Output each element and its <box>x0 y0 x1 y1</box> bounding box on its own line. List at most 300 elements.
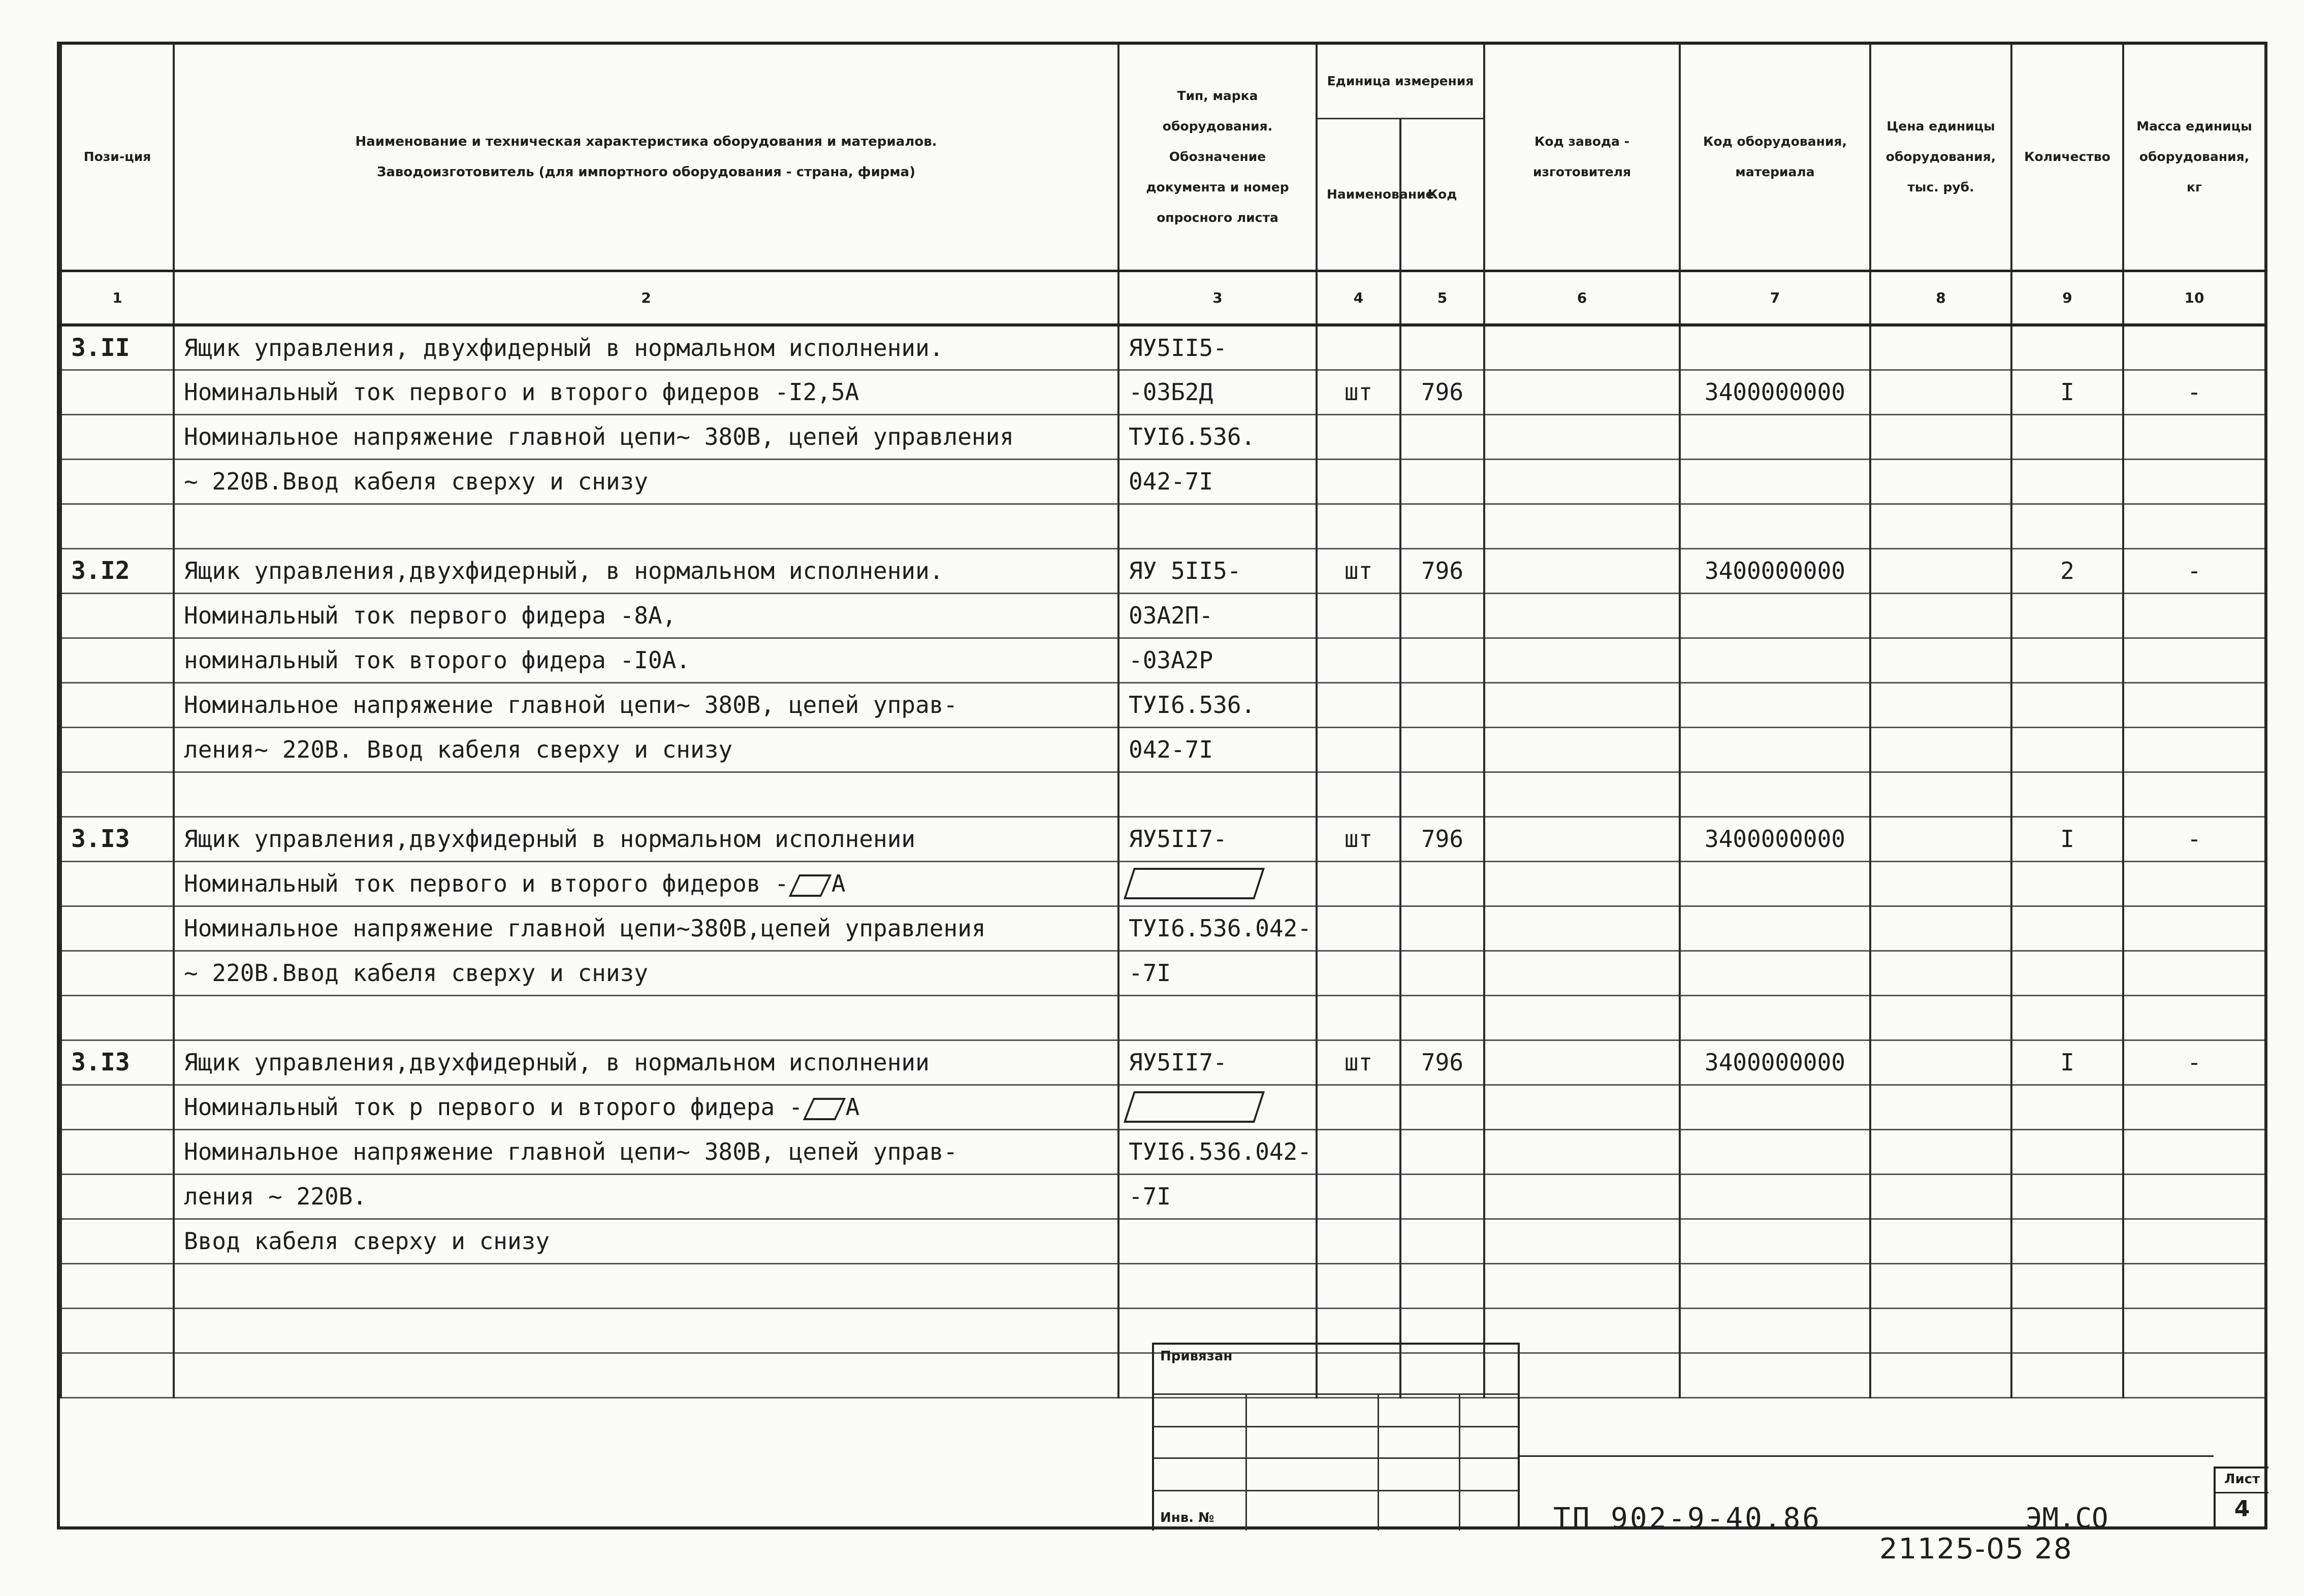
blank-type-box <box>1124 868 1265 899</box>
type-cell: ЯУ5II5- <box>1118 325 1317 370</box>
table-row <box>61 951 2265 995</box>
header-quantity: Количество <box>2011 45 2123 271</box>
table-row <box>61 1040 2265 1085</box>
factory-code-cell <box>1484 1174 1680 1219</box>
unit-code-cell <box>1400 1129 1484 1174</box>
position-cell <box>61 861 174 906</box>
table-row <box>61 325 2265 370</box>
equipment-code-cell: 3400000000 <box>1680 548 1870 593</box>
equipment-code-cell <box>1680 1308 1870 1353</box>
position-cell <box>61 1085 174 1129</box>
quantity-cell <box>2011 1353 2123 1397</box>
table-row <box>61 459 2265 504</box>
name-text: Ящик управления, двухфидерный в нормальном исполнении. <box>184 334 944 362</box>
price-cell <box>1870 593 2011 638</box>
position-cell <box>61 682 174 727</box>
name-cell <box>174 995 1118 1040</box>
quantity-cell <box>2011 1263 2123 1308</box>
unit-code-cell <box>1400 995 1484 1040</box>
table-row <box>61 682 2265 727</box>
name-text: Номинальный ток первого фидера -8А, <box>184 602 677 629</box>
column-number: 10 <box>2123 271 2265 325</box>
quantity-cell <box>2011 682 2123 727</box>
blank-value-box <box>803 1098 846 1120</box>
table-row <box>61 995 2265 1040</box>
quantity-cell: 2 <box>2011 548 2123 593</box>
unit-name-cell <box>1317 727 1400 772</box>
factory-code-cell <box>1484 593 1680 638</box>
column-number: 7 <box>1680 271 1870 325</box>
type-cell <box>1118 772 1317 817</box>
position-cell <box>61 772 174 817</box>
equipment-code-cell <box>1680 727 1870 772</box>
factory-code-cell <box>1484 727 1680 772</box>
unit-name-cell <box>1317 1129 1400 1174</box>
unit-code-cell <box>1400 459 1484 504</box>
name-text: Номинальный ток первого и второго фидеров - <box>184 870 789 897</box>
blank-type-box <box>1124 1091 1265 1123</box>
table-row <box>61 1219 2265 1263</box>
name-text: Номинальное напряжение главной цепи~ 380В, цепей управления <box>184 423 1014 450</box>
unit-name-cell <box>1317 459 1400 504</box>
column-number: 4 <box>1317 271 1400 325</box>
mass-cell <box>2123 593 2265 638</box>
quantity-cell <box>2011 1129 2123 1174</box>
position-cell: 3.I2 <box>61 548 174 593</box>
name-cell <box>174 593 1118 638</box>
factory-code-cell <box>1484 906 1680 951</box>
factory-code-cell <box>1484 325 1680 370</box>
quantity-cell <box>2011 861 2123 906</box>
name-text: Номинальное напряжение главной цепи~380В,цепей управления <box>184 915 986 942</box>
column-number: 2 <box>174 271 1118 325</box>
factory-code-cell <box>1484 861 1680 906</box>
header-unit: Единица измерения <box>1317 45 1484 118</box>
column-numbers-row <box>61 271 2265 325</box>
name-cell <box>174 1263 1118 1308</box>
price-cell <box>1870 1219 2011 1263</box>
drawing-sheet <box>57 42 2267 1535</box>
header-equipment-code: Код оборудования, материала <box>1680 45 1870 271</box>
name-text: Номинальное напряжение главной цепи~ 380В, цепей управ- <box>184 1138 958 1165</box>
unit-code-cell <box>1400 727 1484 772</box>
unit-name-cell <box>1317 906 1400 951</box>
position-cell <box>61 951 174 995</box>
mass-cell <box>2123 1219 2265 1263</box>
equipment-code-cell <box>1680 459 1870 504</box>
header-position: Пози-ция <box>61 45 174 271</box>
quantity-cell <box>2011 1308 2123 1353</box>
table-row <box>61 1085 2265 1129</box>
unit-code-cell <box>1400 1085 1484 1129</box>
quantity-cell <box>2011 325 2123 370</box>
unit-code-cell: 796 <box>1400 817 1484 861</box>
mass-cell: - <box>2123 1040 2265 1085</box>
factory-code-cell <box>1484 682 1680 727</box>
name-cell <box>174 1308 1118 1353</box>
price-cell <box>1870 1040 2011 1085</box>
factory-code-cell <box>1484 951 1680 995</box>
name-text: Ящик управления,двухфидерный, в нормальном исполнении <box>184 1049 930 1076</box>
factory-code-cell <box>1484 638 1680 682</box>
name-text: Ввод кабеля сверху и снизу <box>184 1227 550 1255</box>
name-text: ~ 220В.Ввод кабеля сверху и снизу <box>184 959 648 987</box>
equipment-code-cell: 3400000000 <box>1680 1040 1870 1085</box>
position-cell <box>61 414 174 459</box>
unit-name-cell: шт <box>1317 1040 1400 1085</box>
unit-name-cell <box>1317 682 1400 727</box>
unit-suffix: А <box>831 870 846 897</box>
position-cell <box>61 906 174 951</box>
equipment-code-cell <box>1680 682 1870 727</box>
name-cell <box>174 459 1118 504</box>
name-cell <box>174 1174 1118 1219</box>
unit-code-cell <box>1400 638 1484 682</box>
quantity-cell <box>2011 504 2123 548</box>
table-row <box>61 370 2265 414</box>
type-cell <box>1118 995 1317 1040</box>
mass-cell <box>2123 951 2265 995</box>
name-cell <box>174 727 1118 772</box>
type-cell: ТУI6.536. <box>1118 414 1317 459</box>
unit-name-cell <box>1317 414 1400 459</box>
blank-value-box <box>789 874 832 897</box>
price-cell <box>1870 1129 2011 1174</box>
type-cell: ТУI6.536. <box>1118 682 1317 727</box>
factory-code-cell <box>1484 459 1680 504</box>
name-text: Номинальный ток р первого и второго фидера - <box>184 1093 803 1121</box>
unit-code-cell: 796 <box>1400 370 1484 414</box>
document-code: ТП 902-9-40.86 <box>1553 1502 1822 1535</box>
price-cell <box>1870 459 2011 504</box>
price-cell <box>1870 548 2011 593</box>
equipment-code-cell <box>1680 1174 1870 1219</box>
unit-name-cell <box>1317 504 1400 548</box>
inventory-number: 21125-05 28 <box>1879 1533 2073 1566</box>
table-row <box>61 548 2265 593</box>
position-cell <box>61 1219 174 1263</box>
quantity-cell <box>2011 1085 2123 1129</box>
name-text: ления~ 220В. Ввод кабеля сверху и снизу <box>184 736 733 763</box>
specification-table <box>60 45 2266 1398</box>
position-cell <box>61 370 174 414</box>
mass-cell <box>2123 504 2265 548</box>
position-cell <box>61 995 174 1040</box>
quantity-cell <box>2011 995 2123 1040</box>
unit-code-cell <box>1400 325 1484 370</box>
name-cell <box>174 1040 1118 1085</box>
name-cell <box>174 370 1118 414</box>
equipment-code-cell <box>1680 325 1870 370</box>
mass-cell <box>2123 459 2265 504</box>
type-cell <box>1118 861 1317 906</box>
mass-cell <box>2123 1353 2265 1397</box>
equipment-code-cell <box>1680 1085 1870 1129</box>
table-row <box>61 414 2265 459</box>
bound-label: Привязан <box>1160 1349 1233 1364</box>
type-cell: 03А2П- <box>1118 593 1317 638</box>
mass-cell <box>2123 906 2265 951</box>
table-row <box>61 817 2265 861</box>
name-text: ~ 220В.Ввод кабеля сверху и снизу <box>184 468 648 495</box>
sheet-number: 4 <box>2234 1496 2250 1522</box>
unit-name-cell: шт <box>1317 548 1400 593</box>
price-cell <box>1870 772 2011 817</box>
header-price: Цена единицы оборудования, тыс. руб. <box>1870 45 2011 271</box>
unit-name-cell <box>1317 1219 1400 1263</box>
factory-code-cell <box>1484 995 1680 1040</box>
unit-name-cell <box>1317 772 1400 817</box>
position-cell <box>61 727 174 772</box>
header-mass: Масса единицы оборудования, кг <box>2123 45 2265 271</box>
name-text: Номинальный ток первого и второго фидеров -I2,5А <box>184 378 859 406</box>
factory-code-cell <box>1484 817 1680 861</box>
mass-cell <box>2123 995 2265 1040</box>
name-cell <box>174 1353 1118 1397</box>
unit-name-cell <box>1317 325 1400 370</box>
name-cell <box>174 1085 1118 1129</box>
unit-code-cell <box>1400 861 1484 906</box>
inventory-label: Инв. № <box>1160 1510 1214 1525</box>
position-cell <box>61 504 174 548</box>
price-cell <box>1870 1308 2011 1353</box>
mass-cell <box>2123 861 2265 906</box>
mass-cell <box>2123 414 2265 459</box>
binding-stamp <box>1152 1343 1520 1530</box>
mass-cell <box>2123 1129 2265 1174</box>
unit-name-cell <box>1317 951 1400 995</box>
mass-cell: - <box>2123 548 2265 593</box>
unit-name-cell <box>1317 1263 1400 1308</box>
name-cell <box>174 861 1118 906</box>
quantity-cell: I <box>2011 1040 2123 1085</box>
name-cell <box>174 682 1118 727</box>
quantity-cell <box>2011 951 2123 995</box>
unit-code-cell <box>1400 1263 1484 1308</box>
name-text: Ящик управления,двухфидерный, в нормальном исполнении. <box>184 557 944 584</box>
quantity-cell <box>2011 1174 2123 1219</box>
column-number: 3 <box>1118 271 1317 325</box>
price-cell <box>1870 727 2011 772</box>
table-row <box>61 772 2265 817</box>
mass-cell <box>2123 1085 2265 1129</box>
name-text: ления ~ 220В. <box>184 1183 367 1210</box>
factory-code-cell <box>1484 772 1680 817</box>
price-cell <box>1870 638 2011 682</box>
column-number: 5 <box>1400 271 1484 325</box>
unit-name-cell: шт <box>1317 370 1400 414</box>
position-cell <box>61 593 174 638</box>
name-cell <box>174 1129 1118 1174</box>
price-cell <box>1870 682 2011 727</box>
table-row <box>61 504 2265 548</box>
factory-code-cell <box>1484 1263 1680 1308</box>
table-row <box>61 593 2265 638</box>
quantity-cell: I <box>2011 370 2123 414</box>
factory-code-cell <box>1484 1219 1680 1263</box>
quantity-cell <box>2011 638 2123 682</box>
position-cell <box>61 459 174 504</box>
header-unit-name: Наименование <box>1317 118 1400 271</box>
mass-cell <box>2123 1263 2265 1308</box>
type-cell <box>1118 1263 1317 1308</box>
price-cell <box>1870 504 2011 548</box>
name-cell <box>174 504 1118 548</box>
name-text: Номинальное напряжение главной цепи~ 380В, цепей управ- <box>184 691 958 719</box>
price-cell <box>1870 414 2011 459</box>
column-number: 9 <box>2011 271 2123 325</box>
price-cell <box>1870 1353 2011 1397</box>
name-text: номинальный ток второго фидера -I0А. <box>184 646 690 674</box>
price-cell <box>1870 906 2011 951</box>
name-cell <box>174 817 1118 861</box>
mass-cell <box>2123 1308 2265 1353</box>
mass-cell <box>2123 682 2265 727</box>
equipment-code-cell <box>1680 414 1870 459</box>
quantity-cell <box>2011 414 2123 459</box>
mass-cell <box>2123 1174 2265 1219</box>
price-cell <box>1870 817 2011 861</box>
name-cell <box>174 951 1118 995</box>
quantity-cell <box>2011 593 2123 638</box>
type-cell: -7I <box>1118 951 1317 995</box>
position-cell <box>61 1263 174 1308</box>
quantity-cell <box>2011 727 2123 772</box>
equipment-code-cell: 3400000000 <box>1680 370 1870 414</box>
quantity-cell: I <box>2011 817 2123 861</box>
header-name-line2: Заводоизготовитель (для импортного оборудования - страна, фирма) <box>376 165 916 180</box>
unit-code-cell <box>1400 504 1484 548</box>
unit-suffix: А <box>845 1093 860 1121</box>
price-cell <box>1870 325 2011 370</box>
factory-code-cell <box>1484 504 1680 548</box>
quantity-cell <box>2011 772 2123 817</box>
type-cell <box>1118 1219 1317 1263</box>
name-text: Ящик управления,двухфидерный в нормальном исполнении <box>184 825 916 853</box>
position-cell <box>61 1129 174 1174</box>
factory-code-cell <box>1484 1129 1680 1174</box>
name-cell <box>174 906 1118 951</box>
equipment-code-cell <box>1680 504 1870 548</box>
factory-code-cell <box>1484 1085 1680 1129</box>
quantity-cell <box>2011 906 2123 951</box>
unit-code-cell <box>1400 593 1484 638</box>
equipment-code-cell <box>1680 772 1870 817</box>
price-cell <box>1870 1263 2011 1308</box>
price-cell <box>1870 995 2011 1040</box>
type-cell: ЯУ5II7- <box>1118 1040 1317 1085</box>
table-row <box>61 906 2265 951</box>
column-number: 8 <box>1870 271 2011 325</box>
price-cell <box>1870 1174 2011 1219</box>
type-cell: 042-7I <box>1118 459 1317 504</box>
factory-code-cell <box>1484 414 1680 459</box>
unit-code-cell <box>1400 414 1484 459</box>
unit-name-cell <box>1317 1174 1400 1219</box>
table-row <box>61 1129 2265 1174</box>
equipment-code-cell <box>1680 861 1870 906</box>
quantity-cell <box>2011 1219 2123 1263</box>
position-cell: 3.II <box>61 325 174 370</box>
equipment-code-cell <box>1680 951 1870 995</box>
type-cell: -03А2Р <box>1118 638 1317 682</box>
unit-code-cell: 796 <box>1400 1040 1484 1085</box>
type-cell: ЯУ 5II5- <box>1118 548 1317 593</box>
type-cell: -7I <box>1118 1174 1317 1219</box>
table-row <box>61 727 2265 772</box>
unit-code-cell <box>1400 772 1484 817</box>
sheet-label: Лист <box>2224 1472 2260 1487</box>
price-cell <box>1870 370 2011 414</box>
unit-code-cell <box>1400 1174 1484 1219</box>
header-name <box>174 45 1118 271</box>
equipment-code-cell <box>1680 638 1870 682</box>
unit-name-cell: шт <box>1317 817 1400 861</box>
unit-name-cell <box>1317 1085 1400 1129</box>
factory-code-cell <box>1484 548 1680 593</box>
name-cell <box>174 414 1118 459</box>
type-cell: 042-7I <box>1118 727 1317 772</box>
equipment-code-cell: 3400000000 <box>1680 817 1870 861</box>
unit-name-cell <box>1317 638 1400 682</box>
column-number: 6 <box>1484 271 1680 325</box>
price-cell <box>1870 1085 2011 1129</box>
type-cell: ЯУ5II7- <box>1118 817 1317 861</box>
quantity-cell <box>2011 459 2123 504</box>
type-cell <box>1118 1085 1317 1129</box>
position-cell: 3.I3 <box>61 1040 174 1085</box>
header-type: Тип, марка оборудования. Обозначение документа и номер опросного листа <box>1118 45 1317 271</box>
factory-code-cell <box>1484 370 1680 414</box>
table-row <box>61 861 2265 906</box>
table-row <box>61 1174 2265 1219</box>
position-cell <box>61 1308 174 1353</box>
equipment-code-cell <box>1680 906 1870 951</box>
mass-cell <box>2123 772 2265 817</box>
table-row <box>61 638 2265 682</box>
equipment-code-cell <box>1680 995 1870 1040</box>
name-cell <box>174 772 1118 817</box>
type-cell <box>1118 504 1317 548</box>
name-cell <box>174 638 1118 682</box>
equipment-code-cell <box>1680 1129 1870 1174</box>
factory-code-cell <box>1484 1040 1680 1085</box>
unit-code-cell <box>1400 1219 1484 1263</box>
mass-cell <box>2123 325 2265 370</box>
table-row <box>61 1263 2265 1308</box>
header-unit-code: Код <box>1400 118 1484 271</box>
equipment-code-cell <box>1680 593 1870 638</box>
equipment-code-cell <box>1680 1353 1870 1397</box>
unit-name-cell <box>1317 593 1400 638</box>
name-cell <box>174 325 1118 370</box>
equipment-code-cell <box>1680 1219 1870 1263</box>
unit-code-cell: 796 <box>1400 548 1484 593</box>
mass-cell: - <box>2123 370 2265 414</box>
header-factory-code: Код завода - изготовителя <box>1484 45 1680 271</box>
mass-cell <box>2123 727 2265 772</box>
unit-code-cell <box>1400 906 1484 951</box>
position-cell: 3.I3 <box>61 817 174 861</box>
sheet-number-box <box>2214 1467 2268 1529</box>
mass-cell: - <box>2123 817 2265 861</box>
unit-code-cell <box>1400 682 1484 727</box>
equipment-code-cell <box>1680 1263 1870 1308</box>
position-cell <box>61 1353 174 1397</box>
column-number: 1 <box>61 271 174 325</box>
mass-cell <box>2123 638 2265 682</box>
type-cell: ТУI6.536.042- <box>1118 906 1317 951</box>
